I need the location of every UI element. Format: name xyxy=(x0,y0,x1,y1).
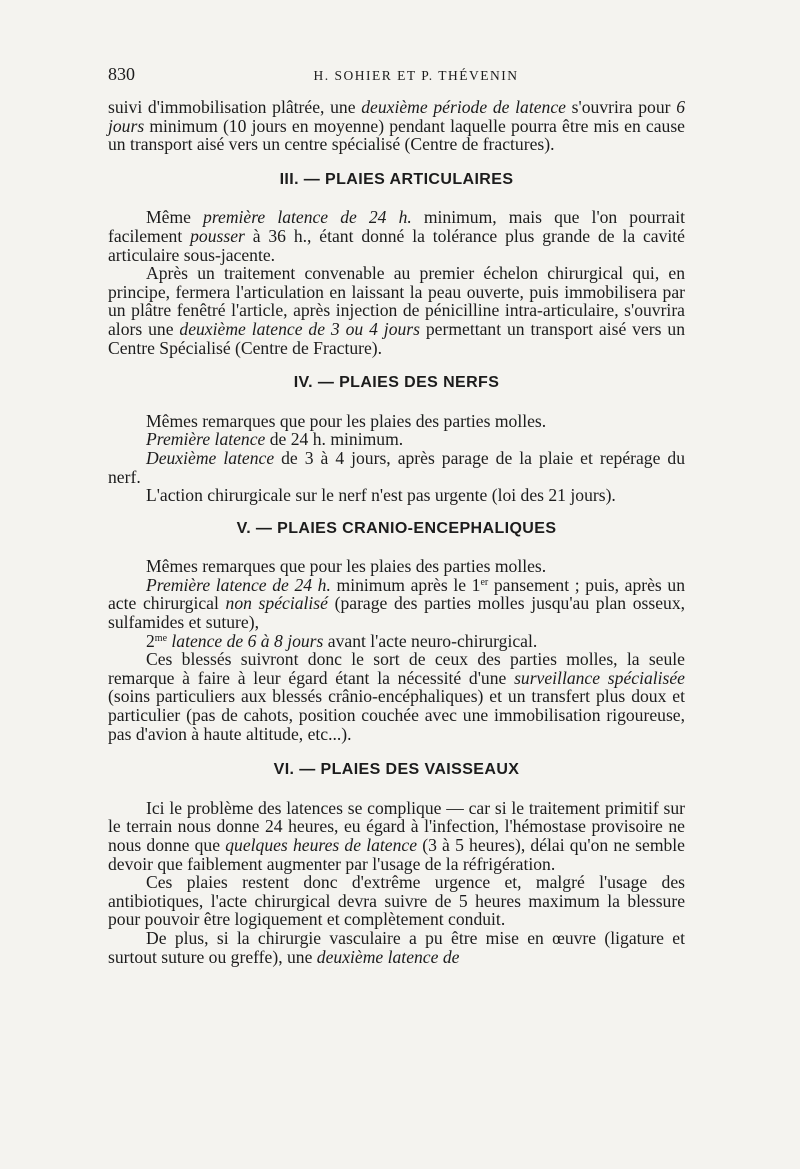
paragraph: Première latence de 24 h. minimum après le 1er pansement ; puis, après un acte chirurgical non spécialisé (parage des parties molles jusqu'au plan osseux, sulfamides et suture), xyxy=(108,574,686,633)
paragraph: L'action chirurgicale sur le nerf n'est pas urgente (loi des 21 jours). xyxy=(146,485,616,506)
intro-paragraph: suivi d'immobilisation plâtrée, une deuxième période de latence s'ouvrira pour 6 jours minimum (10 jours en moyenne) pendant laquelle pourra être mis en cause un transport aisé vers un centre spécialisé (Centre de fractures). xyxy=(108,97,685,155)
running-title: H. SOHIER ET P. THÉVENIN xyxy=(313,68,519,83)
paragraph: Ces blessés suivront donc le sort de ceux des parties molles, la seule remarque à faire à leur égard étant la nécessité d'une surveillance spécialisée (soins particuliers aux blessés crânio-encéphaliques) et un transfert plus doux et particulier (pas de cahots, position couchée avec une immobilisation rigoureuse, pas d'avion à haute altitude, etc...). xyxy=(108,649,685,744)
paragraph: Mêmes remarques que pour les plaies des parties molles. xyxy=(146,410,547,431)
page-body xyxy=(108,98,685,966)
paragraph: Ces plaies restent donc d'extrême urgence et, malgré l'usage des antibiotiques, l'acte chirurgical devra suivre de 5 heures maximum la blessure pour pouvoir être logiquement et complètement conduit. xyxy=(108,872,685,930)
paragraph: Ici le problème des latences se complique — car si le traitement primitif sur le terrain nous donne 24 heures, eu égard à l'infection, l'hémostase provisoire ne nous donne que quelques heures de latence (3 à 5 heures), délai qu'on ne semble devoir que faiblement augmenter par l'usage de la réfrigération. xyxy=(108,797,685,874)
paragraph: De plus, si la chirurgie vasculaire a pu être mise en œuvre (ligature et surtout suture ou greffe), une deuxième latence de xyxy=(108,927,685,967)
paragraph: Après un traitement convenable au premier échelon chirurgical qui, en principe, fermera l'articulation en laissant la peau ouverte, puis immobilisera par un plâtre fenêtré l'article, après injection de pénicilline intra-articulaire, s'ouvrira alors une deuxième latence de 3 ou 4 jours permettant un transport aisé vers un Centre Spécialisé (Centre de Fracture). xyxy=(108,263,685,358)
section-heading-articulaires: III. — PLAIES ARTICULAIRES xyxy=(279,170,514,188)
section-heading-nerfs: IV. — PLAIES DES NERFS xyxy=(293,374,500,392)
section-heading-cranio: V. — PLAIES CRANIO-ENCEPHALIQUES xyxy=(236,519,557,537)
page-number: 830 xyxy=(108,64,135,84)
paragraph: Deuxième latence de 3 à 4 jours, après parage de la plaie et repérage du nerf. xyxy=(108,447,685,487)
paragraph: Première latence de 24 h. minimum. xyxy=(146,429,404,450)
paragraph: Mêmes remarques que pour les plaies des parties molles. xyxy=(146,556,547,577)
paragraph: Même première latence de 24 h. minimum, mais que l'on pourrait facilement pousser à 36 h., étant donné la tolérance plus grande de la cavité articulaire sous-jacente. xyxy=(108,207,685,265)
section-heading-vaisseaux: VI. — PLAIES DES VAISSEAUX xyxy=(273,761,520,779)
paragraph: $2^{me}$ latence de 6 à 8 jours avant l'acte neuro-chirurgical. xyxy=(146,630,538,651)
running-header xyxy=(108,64,684,85)
